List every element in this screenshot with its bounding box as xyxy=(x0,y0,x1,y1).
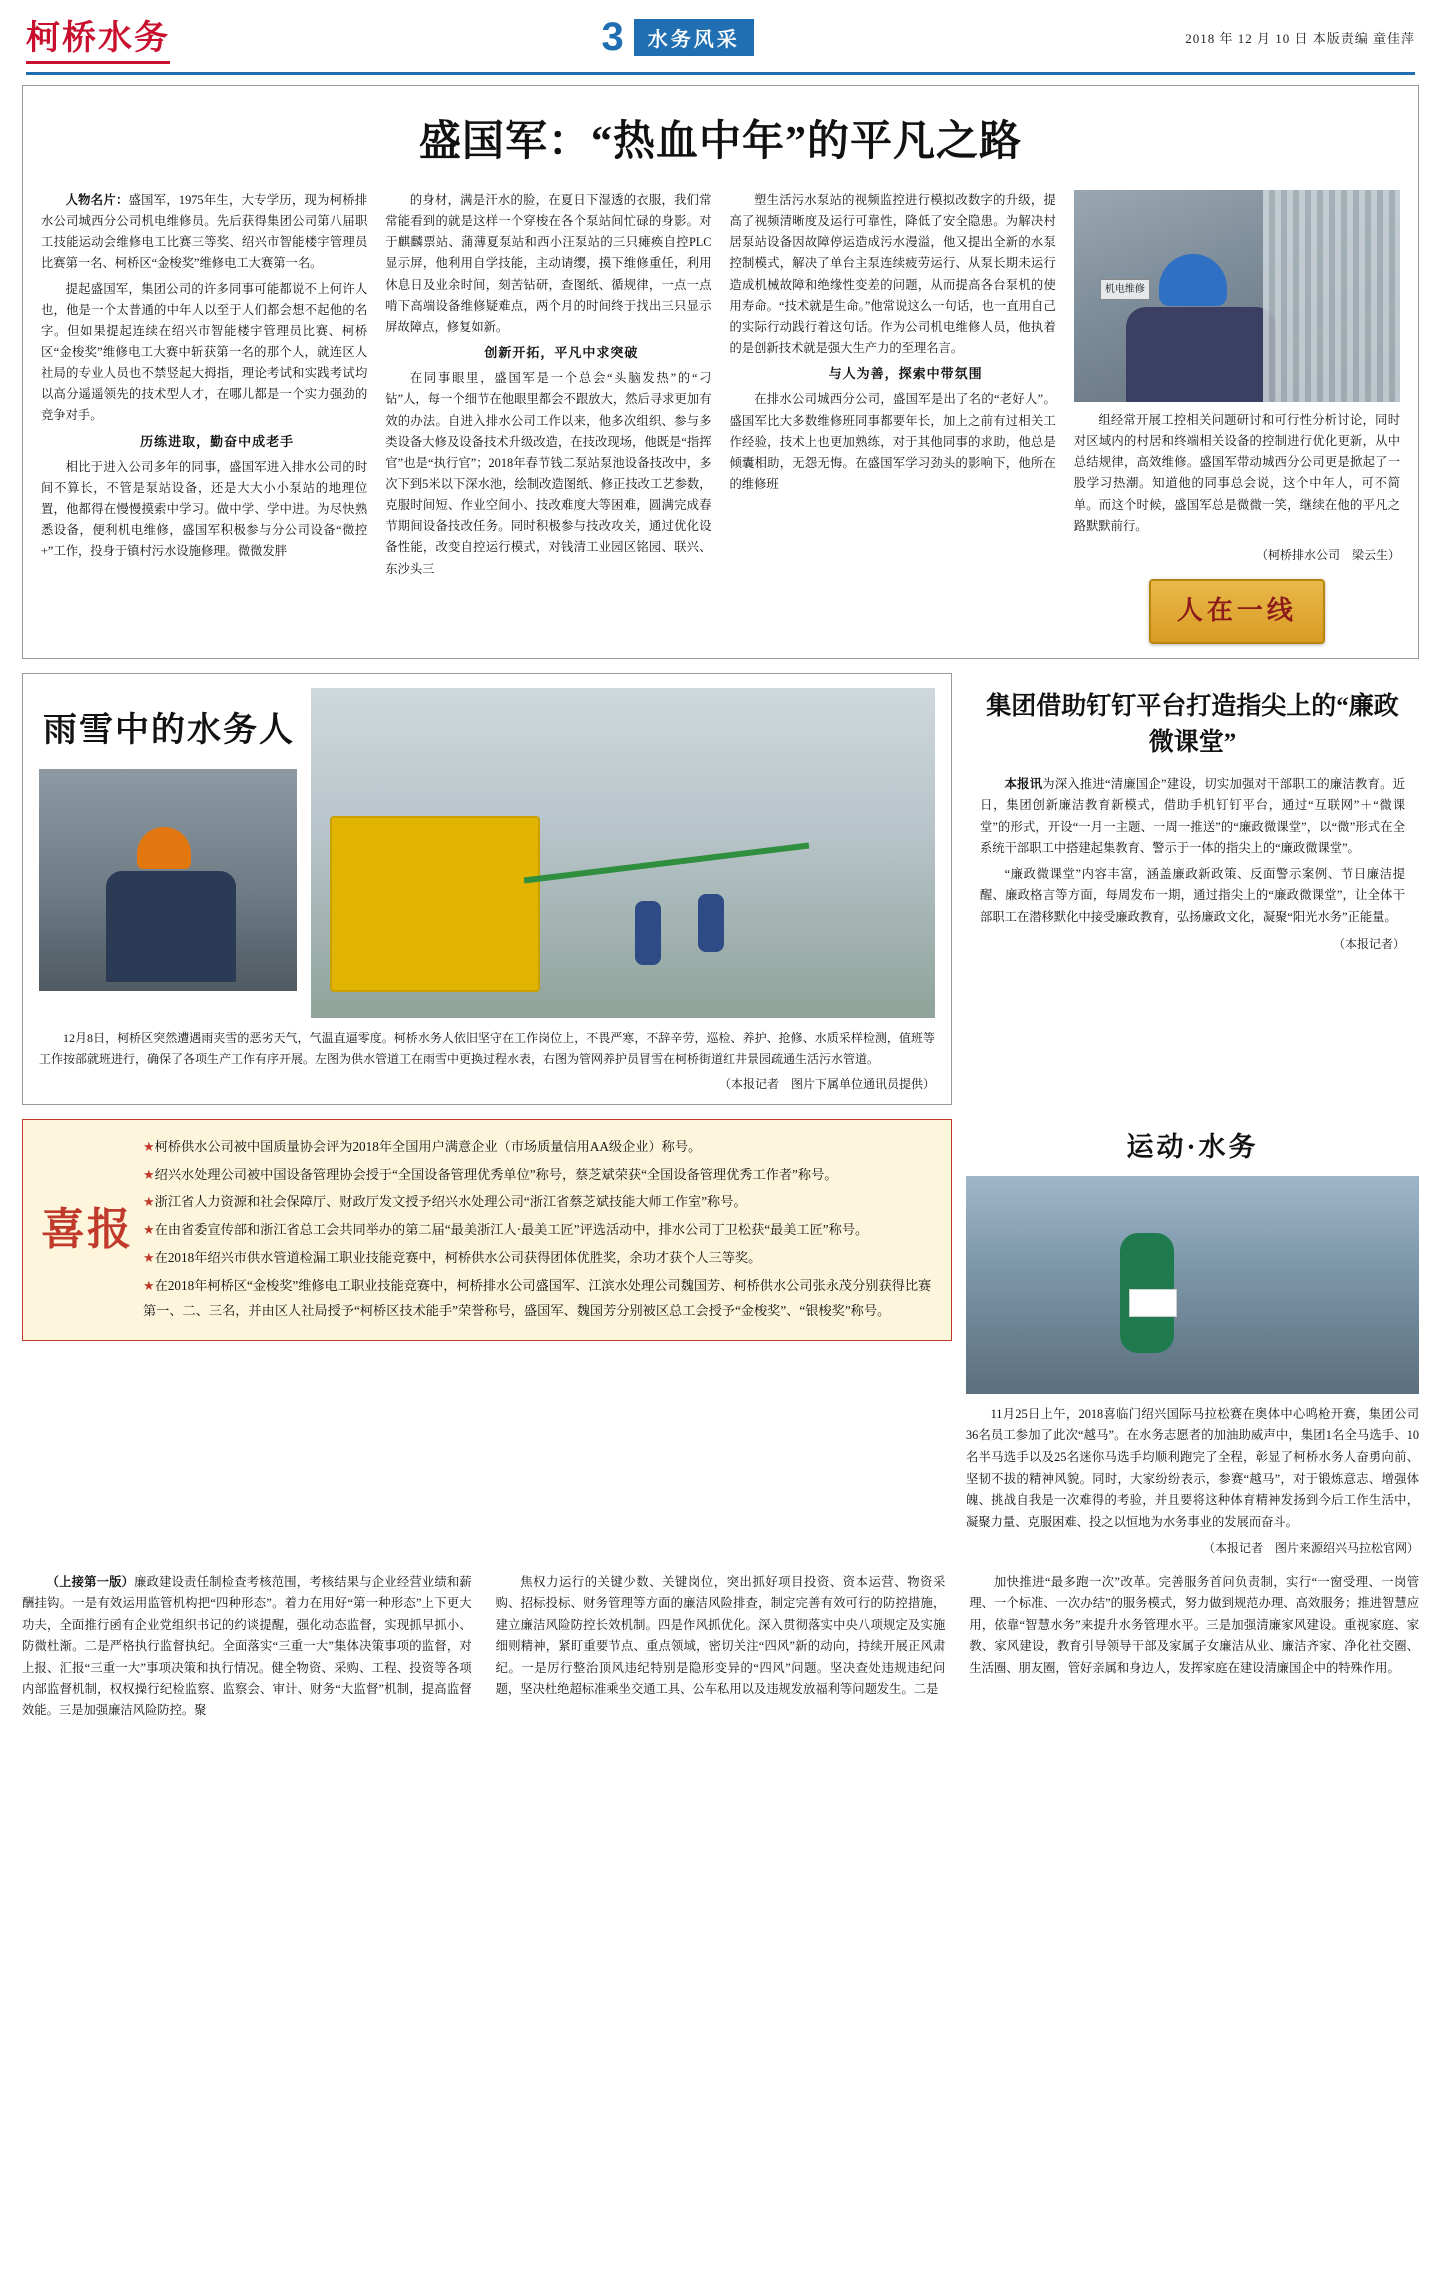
helmet-shape xyxy=(1159,254,1227,306)
hose-shape xyxy=(524,843,810,884)
continued-column-3 xyxy=(969,1572,1419,1726)
paragraph: 相比于进入公司多年的同事，盛国军进入排水公司的时间不算长，不管是泵站设备，还是大大小小泵站的地理位置，他都得在慢慢摸索中学习。做中学、学中进。为尽快熟悉设备，便利机电维修，盛国军积极参与分公司设备“微控+”工作，投身于镇村污水设施修理。微微发胖 xyxy=(41,459,368,559)
snow-story-title: 雨雪中的水务人 xyxy=(43,712,295,750)
article-column-4 xyxy=(1074,190,1400,644)
continued-column-2 xyxy=(496,1572,946,1726)
list-item xyxy=(143,1189,935,1215)
snow-photo-right xyxy=(311,688,935,1018)
photo-label: 机电维修 xyxy=(1100,279,1150,300)
weiketang-article xyxy=(966,673,1419,1105)
masthead-divider xyxy=(26,72,1415,75)
list-item xyxy=(143,1245,935,1271)
helmet-shape xyxy=(137,827,191,869)
star-icon: ★ xyxy=(143,1222,155,1238)
paragraph: 的身材，满是汗水的脸，在夏日下湿透的衣服，我们常常能看到的就是这样一个穿梭在各个泵站间忙碌的身影。对于麒麟票站、蒲薄夏泵站和西小汪泵站的三只瘫痪自控PLC显示屏，他利用自学技能，主动请缨，摸下维修重任，利用休息日及业余时间，刻苦钻研，查图纸、循规律，一点一点啃下高端设备维修疑难点，两个月的时间终于找出三只显示屏故障点，修复如新。 xyxy=(385,193,712,334)
snow-layout xyxy=(39,688,935,1018)
continued-lead: （上接第一版） xyxy=(46,1575,135,1590)
paragraph: 塑生活污水泵站的视频监控进行模拟改数字的升级，提高了视频清晰度及运行可靠性，降低了安全隐患。为解决村居泵站设备因故障停运造成污水漫溢，他又提出全新的水泵控制模式，解决了单台主泵连续疲劳运行、从泵长期未运行造成机械故障和绝缘性变差的问题，从而提高各台泵机的使用寿命。“技术就是生命。”他常说这么一句话，也一直用自己的实际行动践行着这句话。作为公司机电维修人员，他执着的是创新技术就是强大生产力的至理名言。 xyxy=(729,193,1056,355)
article-photo-electrician xyxy=(1074,190,1400,402)
masthead-center xyxy=(170,15,1185,60)
snow-right-column xyxy=(311,688,935,1018)
list-item xyxy=(143,1217,935,1243)
subheading-3: 与人为善，探索中带氛围 xyxy=(828,366,983,382)
section-title: 水务风采 xyxy=(634,19,754,56)
sports-article xyxy=(966,1119,1419,1556)
snow-photo-story xyxy=(22,673,952,1105)
list-item xyxy=(143,1162,935,1188)
worker-shape xyxy=(106,871,236,982)
marathon-photo xyxy=(966,1176,1419,1394)
article-column-2 xyxy=(385,190,711,644)
paragraph-text: 为深入推进“清廉国企”建设，切实加强对干部职工的廉洁教育。近日，集团创新廉洁教育新模式，借助手机钉钉平台，通过“互联网”＋“微课堂”的形式，开设“一月一主题、一周一推送”的“廉政微课堂”，以“微”形式在全系统干部职工中搭建起集教育、警示于一体的指尖上的“廉政微课堂”。 xyxy=(980,776,1405,856)
list-item-text: 柯桥供水公司被中国质量协会评为2018年全国用户满意企业（市场质量信用AA级企业）称号。 xyxy=(154,1138,702,1154)
paragraph xyxy=(980,774,1405,860)
profile-lead: 人物名片： xyxy=(65,193,129,207)
feature-article-title: 盛国军：“热血中年”的平凡之路 xyxy=(418,119,1022,165)
good-news-badge xyxy=(39,1134,135,1326)
star-icon: ★ xyxy=(143,1194,155,1210)
page-number: 3 xyxy=(601,14,624,59)
star-icon: ★ xyxy=(143,1277,155,1293)
list-item-text: 在由省委宣传部和浙江省总工会共同举办的第二届“最美浙江人·最美工匠”评选活动中，排水公司丁卫松获“最美工匠”称号。 xyxy=(154,1222,869,1238)
good-news-box xyxy=(22,1119,952,1341)
paragraph: 提起盛国军，集团公司的许多同事可能都说不上何许人也，他是一个太普通的中年人以至于人们都会想不起他的名字。但如果提起连续在绍兴市智能楼宇管理员比赛、柯桥区“金梭奖”维修电工大赛中斩获第一名的那个人，就连区人社局的专业人员也不禁竖起大拇指，理论考试和实践考试均以高分遥遥领先的技术型人才，在哪儿都是一个实力强劲的竞争对手。 xyxy=(41,281,368,423)
list-item-text: 在2018年柯桥区“金梭奖”维修电工职业技能竞赛中，柯桥排水公司盛国军、江滨水处理公司魏国芳、柯桥供水公司张永茂分别获得比赛第一、二、三名，并由区人社局授予“柯桥区技术能手”荣誉称号，盛国军、魏国芳分别被区总工会授予“金梭奖”、“银梭奖”称号。 xyxy=(143,1277,932,1319)
race-bib-shape xyxy=(1129,1289,1177,1317)
column-seal xyxy=(1074,579,1400,644)
sports-caption: 11月25日上午，2018喜临门绍兴国际马拉松赛在奥体中心鸣枪开赛，集团公司36名员工参加了此次“越马”。在水务志愿者的加油助威声中，集团1名全马选手、10名半马选手以及25名迷你马选手均顺利跑完了全程，彰显了柯桥水务人奋勇向前、坚韧不拔的精神风貌。同时，大家纷纷表示，参赛“越马”，对于锻炼意志、增强体魄、挑战自我是一次难得的考验，并且要将这种体育精神发扬到今后工作生活中，凝聚力量、克服困难、投之以恒地为水务事业的发展而奋斗。 xyxy=(966,1406,1419,1529)
dispatch-lead: 本报讯 xyxy=(1004,776,1043,791)
paragraph: 在同事眼里，盛国军是一个总会“头脑发热”的“刁钻”人，每一个细节在他眼里都会不跟放大，然后寻求更加有效的办法。自进入排水公司工作以来，他多次组织、参与多类设备大修及设备技术升级改造，在技改现场，他既是“指挥官”也是“执行官”；2018年春节钱二泵站泵池设备技改中，多次下到5米以下深水池，绘制改造图纸、修正技改工艺参数，克服时间短、作业空间小、技改难度大等困难，圆满完成春节期间设备技改任务。同时积极参与技改攻关，通过优化设备性能，改变自控运行模式，对钱清工业园区铭园、联兴、东沙头三 xyxy=(385,371,712,576)
paragraph-text: 廉政建设责任制检查考核范围，考核结果与企业经营业绩和薪酬挂钩。一是有效运用监管机构把“四种形态”。着力在用好“第一种形态”上下更大功夫，全面推行函有企业党组织书记的约谈提醒，强化动态监督，实现抓早抓小、防微杜渐。二是严格执行监督执纪。全面落实“三重一大”集体决策事项的监督，对上报、汇报“三重一大”事项决策和执行情况。健全物资、采购、工程、投资等各项内部监督机制，权权操行纪检监察、监察会、审计、财务“大监督”机制，提高监督效能。三是加强廉洁风险防控。聚 xyxy=(22,1575,472,1718)
paragraph: 组经常开展工控相关问题研讨和可行性分析讨论，同时对区域内的村居和终端相关设备的控制进行优化更新，从中总结规律，高效维修。盛国军带动城西分公司更是掀起了一股学习热潮。知道他的同事总会说，这个中年人，可不简单。而这个时候，盛国军总是微微一笑，继续在他的平凡之路默默前行。 xyxy=(1073,413,1400,533)
paragraph: 焦权力运行的关键少数、关键岗位，突出抓好项目投资、资本运营、物资采购、招标投标、财务管理等方面的廉洁风险排查，制定完善有效可行的防控措施，建立廉洁风险防控长效机制。四是作风抓优化。深入贯彻落实中央八项规定及实施细则精神，紧盯重要节点、重点领域，密切关注“四风”新的动向，持续开展正风肃纪。一是厉行整治顶风违纪特别是隐形变异的“四风”问题。坚决查处违规违纪问题，坚决杜绝超标准乘坐交通工具、公车私用以及违规发放福利等问题发生。二是 xyxy=(495,1575,946,1697)
good-news-list xyxy=(135,1134,935,1326)
snow-caption-source: （本报记者 图片下属单位通讯员提供） xyxy=(718,1076,935,1091)
sports-title: 运动·水务 xyxy=(1126,1131,1259,1162)
article-column-3 xyxy=(730,190,1056,644)
weiketang-source: （本报记者） xyxy=(1332,937,1405,952)
subheading-1: 历练进取，勤奋中成老手 xyxy=(140,433,295,449)
list-item-text: 在2018年绍兴市供水管道检漏工职业技能竞赛中，柯桥供水公司获得团体优胜奖，余功才获个人三等奖。 xyxy=(154,1249,762,1265)
article-signature: （柯桥排水公司 梁云生） xyxy=(1255,547,1400,562)
sports-source: （本报记者 图片来源绍兴马拉松官网） xyxy=(1202,1541,1419,1556)
feature-article-columns xyxy=(41,190,1400,644)
star-icon: ★ xyxy=(143,1166,155,1182)
good-news-badge-text: 喜报 xyxy=(41,1204,133,1254)
truck-shape xyxy=(330,816,540,992)
snow-photo-left xyxy=(39,769,297,991)
middle-band xyxy=(22,673,1419,1105)
lower-band xyxy=(22,1119,1419,1556)
profile-text: 盛国军，1975年生，大专学历，现为柯桥排水公司城西分公司机电维修员。先后获得集团公司第八届职工技能运动会维修电工比赛三等奖、绍兴市智能楼宇管理员比赛第一名、柯桥区“金梭奖”维修电工大赛第一名。 xyxy=(41,193,368,271)
star-icon: ★ xyxy=(143,1249,155,1265)
list-item xyxy=(143,1134,935,1160)
paragraph xyxy=(22,1572,472,1722)
profile-paragraph xyxy=(41,190,367,275)
article-column-1 xyxy=(41,190,367,644)
paragraph: “廉政微课堂”内容丰富，涵盖廉政新政策、反面警示案例、节日廉洁提醒、廉政格言等方面，每周发布一期，通过指尖上的“廉政微课堂”，让全体干部职工在潜移默化中接受廉政教育，弘扬廉政文化，凝聚“阳光水务”正能量。 xyxy=(980,866,1405,924)
weiketang-title: 集团借助钉钉平台打造指尖上的“廉政微课堂” xyxy=(986,693,1399,757)
snow-left-column xyxy=(39,688,297,1018)
paragraph: 在排水公司城西分公司，盛国军是出了名的“老好人”。盛国军比大多数维修班同事都要年长，加上之前有过相关工作经验，技术上也更加熟练，对于其他同事的求助，他总是倾囊相助，无怨无悔。在盛国军学习劲头的影响下，他所在的维修班 xyxy=(729,392,1056,492)
issue-date-editor: 2018 年 12 月 10 日 本版责编 童佳萍 xyxy=(1185,30,1415,46)
worker-shape xyxy=(698,894,724,952)
continued-article xyxy=(22,1572,1419,1726)
weiketang-body xyxy=(980,774,1405,956)
feature-article xyxy=(22,85,1419,659)
worker-shape xyxy=(635,901,661,965)
list-item-text: 浙江省人力资源和社会保障厅、财政厅发文授予绍兴水处理公司“浙江省蔡芝斌技能大师工作室”称号。 xyxy=(154,1194,747,1210)
list-item xyxy=(143,1273,935,1324)
snow-caption: 12月8日，柯桥区突然遭遇雨夹雪的恶劣天气，气温直逼零度。柯桥水务人依旧坚守在工作岗位上，不畏严寒，不辞辛劳，巡检、养护、抢修、水质采样检测，值班等工作按部就班进行，确保了各项生产工作有序开展。左图为供水管道工在雨雪中更换过程水表，右图为管网养护员冒雪在柯桥街道红井景园疏通生活污水管道。 xyxy=(39,1031,935,1066)
list-item-text: 绍兴水处理公司被中国设备管理协会授于“全国设备管理优秀单位”称号，蔡芝斌荣获“全国设备管理优秀工作者”称号。 xyxy=(154,1166,838,1182)
worker-shape xyxy=(1126,307,1276,402)
seal-label: 人在一线 xyxy=(1149,579,1325,644)
continued-column-1 xyxy=(22,1572,472,1726)
paragraph: 加快推进“最多跑一次”改革。完善服务首问负责制，实行“一窗受理、一岗管理、一个标准、一次办结”的服务模式，努力做到规范办理、高效服务；推进智慧应用，依靠“智慧水务”来提升水务管理水平。三是加强清廉家风建设。重视家庭、家教、家风建设，教育引导领导干部及家属子女廉洁从业、廉洁齐家、净化社交圈、生活圈、朋友圈，管好亲属和身边人，发挥家庭在建设清廉国企中的特殊作用。 xyxy=(969,1575,1420,1675)
publication-logo: 柯桥水务 xyxy=(26,10,170,64)
masthead xyxy=(0,0,1441,68)
star-icon: ★ xyxy=(143,1138,155,1154)
subheading-2: 创新开拓，平凡中求突破 xyxy=(484,344,639,360)
